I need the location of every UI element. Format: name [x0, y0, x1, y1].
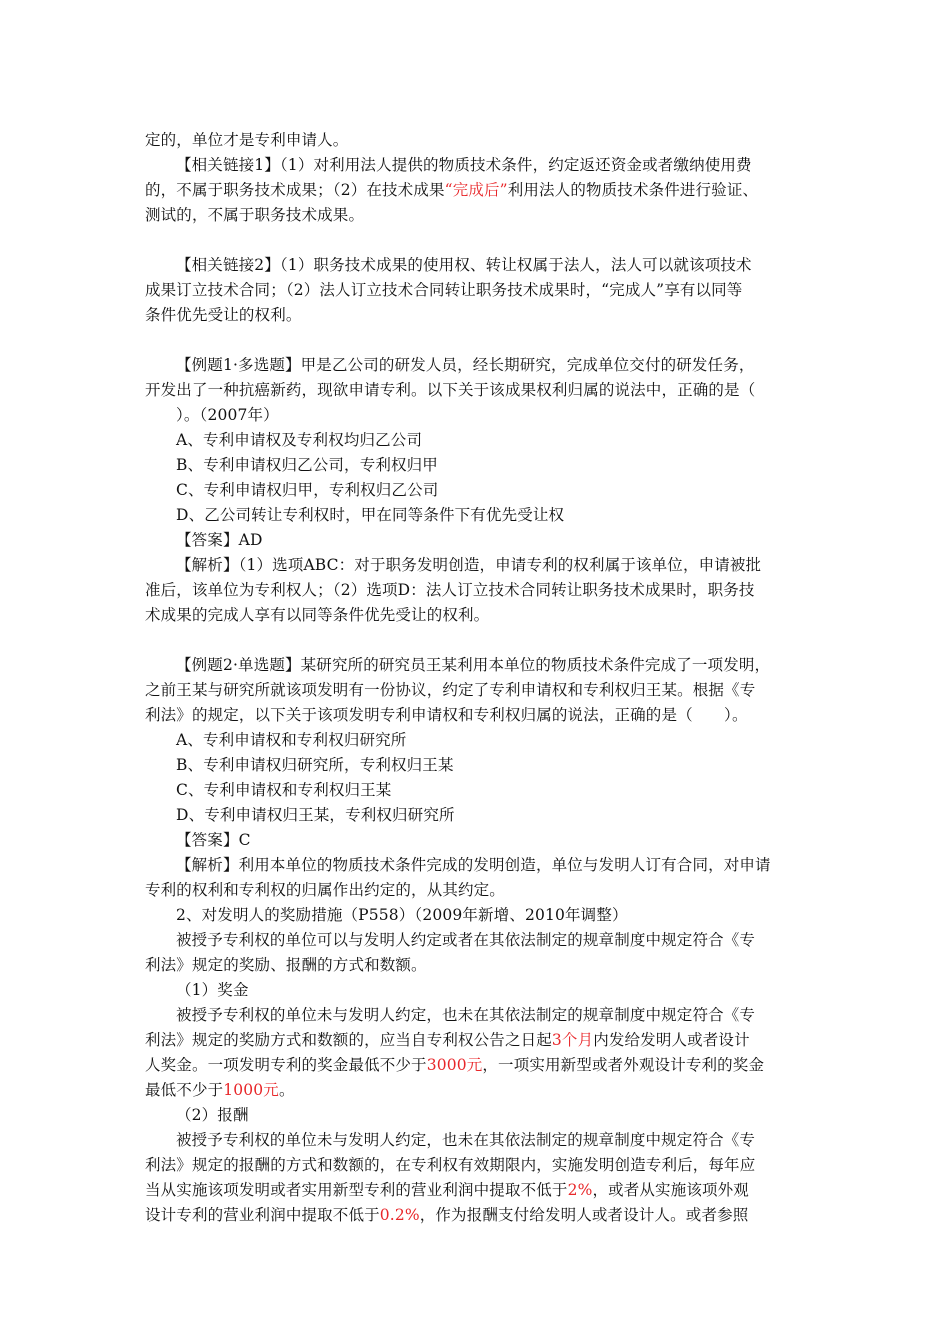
- line-text: 【例题1·多选题】甲是乙公司的研发人员，经长期研究，完成单位交付的研发任务，: [176, 356, 755, 374]
- text-line: [145, 205, 364, 225]
- line-text-continued: 。: [278, 1081, 295, 1099]
- text-line: [145, 1030, 750, 1050]
- text-line: [176, 555, 761, 575]
- line-text: A、专利申请权和专利权归研究所: [176, 731, 407, 749]
- line-text: 利法》的规定，以下关于该项发明专利申请权和专利权归属的说法，正确的是（ ）。: [145, 706, 748, 724]
- line-text: 利法》规定的奖励、报酬的方式和数额。: [145, 956, 427, 974]
- line-text-continued: 利用法人的物质技术条件进行验证、: [507, 181, 759, 199]
- line-text: 【相关链接1】（1）对利用法人提供的物质技术条件，约定返还资金或者缴纳使用费: [176, 156, 752, 174]
- text-line: [176, 155, 752, 175]
- line-text: A、专利申请权及专利权均归乙公司: [176, 431, 423, 449]
- text-line: [176, 905, 628, 925]
- line-text: 利法》规定的奖励方式和数额的，应当自专利权公告之日起: [145, 1031, 552, 1049]
- line-text: 【解析】（1）选项ABC：对于职务发明创造，申请专利的权利属于该单位，申请被批: [176, 556, 762, 574]
- text-line: [176, 505, 564, 525]
- text-line: [145, 955, 427, 975]
- line-text: （2）报酬: [176, 1106, 249, 1124]
- text-line: [145, 130, 348, 150]
- text-line: [145, 1055, 764, 1075]
- text-line: [176, 730, 406, 750]
- line-text: 之前王某与研究所就该项发明有一份协议，约定了专利申请权和专利权归王某。根据《专: [145, 681, 756, 699]
- text-line: [176, 980, 249, 1000]
- text-line: [176, 480, 438, 500]
- line-text: D、专利申请权归王某，专利权归研究所: [176, 806, 455, 824]
- highlight-text: 0.2%: [379, 1206, 420, 1224]
- highlight-text: “完成后”: [444, 181, 508, 199]
- text-line: [176, 930, 755, 950]
- text-line: [145, 305, 302, 325]
- text-line: [176, 255, 752, 275]
- text-line: [176, 855, 771, 875]
- text-line: [176, 430, 422, 450]
- text-line: [176, 655, 770, 675]
- line-text: 专利的权利和专利权的归属作出约定的，从其约定。: [145, 881, 505, 899]
- line-text: 定的，单位才是专利申请人。: [145, 131, 349, 149]
- line-text: 条件优先受让的权利。: [145, 306, 302, 324]
- line-text-continued: ，或者从实施该项外观: [592, 1181, 749, 1199]
- highlight-text: 1000元: [223, 1081, 279, 1099]
- line-text: 当从实施该项发明或者实用新型专利的营业利润中提取不低于: [145, 1181, 568, 1199]
- line-text: 成果订立技术合同；（2）法人订立技术合同转让职务技术成果时，“完成人”享有以同等: [145, 281, 743, 299]
- text-line: [145, 680, 755, 700]
- line-text-continued: ，一项实用新型或者外观设计专利的奖金: [482, 1056, 765, 1074]
- line-text: 的，不属于职务技术成果；（2）在技术成果: [145, 181, 445, 199]
- text-line: [145, 380, 755, 400]
- line-text: 测试的，不属于职务技术成果。: [145, 206, 365, 224]
- line-text: 【例题2·单选题】某研究所的研究员王某利用本单位的物质技术条件完成了一项发明，: [176, 656, 771, 674]
- text-line: [145, 605, 489, 625]
- highlight-text: 3000元: [426, 1056, 483, 1074]
- line-text: D、乙公司转让专利权时，甲在同等条件下有优先受让权: [176, 506, 565, 524]
- line-text: 2、对发明人的奖励措施（P558）（2009年新增、2010年调整）: [176, 906, 628, 924]
- line-text-continued: ，作为报酬支付给发明人或者设计人。或者参照: [419, 1206, 749, 1224]
- highlight-text: 2%: [567, 1181, 593, 1199]
- text-line: [176, 455, 438, 475]
- line-text: ）。（2007年）: [176, 406, 279, 424]
- text-line: [176, 780, 391, 800]
- text-line: [145, 280, 742, 300]
- line-text-continued: 内发给发明人或者设计: [593, 1031, 750, 1049]
- line-text: 【解析】利用本单位的物质技术条件完成的发明创造，单位与发明人订有合同，对申请: [176, 856, 771, 874]
- text-line: [176, 355, 755, 375]
- line-text: 术成果的完成人享有以同等条件优先受让的权利。: [145, 606, 490, 624]
- text-line: [176, 1130, 755, 1150]
- text-line: [145, 580, 755, 600]
- line-text: （1）奖金: [176, 981, 249, 999]
- text-line: [176, 755, 454, 775]
- line-text: B、专利申请权归乙公司，专利权归甲: [176, 456, 438, 474]
- text-line: [145, 1205, 748, 1225]
- line-text: 人奖金。一项发明专利的奖金最低不少于: [145, 1056, 427, 1074]
- text-line: [176, 530, 263, 550]
- text-line: [176, 1105, 249, 1125]
- line-text: C、专利申请权和专利权归王某: [176, 781, 392, 799]
- text-line: [145, 1180, 749, 1200]
- text-line: [145, 880, 505, 900]
- line-text: 被授予专利权的单位未与发明人约定，也未在其依法制定的规章制度中规定符合《专: [176, 1131, 756, 1149]
- line-text: 【答案】C: [176, 831, 251, 849]
- line-text: C、专利申请权归甲，专利权归乙公司: [176, 481, 439, 499]
- text-line: [176, 405, 279, 425]
- line-text: 【相关链接2】（1）职务技术成果的使用权、转让权属于法人，法人可以就该项技术: [176, 256, 752, 274]
- text-line: [176, 1005, 755, 1025]
- highlight-text: 3个月: [551, 1031, 594, 1049]
- line-text: 开发出了一种抗癌新药，现欲申请专利。以下关于该成果权利归属的说法中，正确的是（: [145, 381, 756, 399]
- line-text: 【答案】AD: [176, 531, 263, 549]
- line-text: 利法》规定的报酬的方式和数额的，在专利权有效期限内，实施发明创造专利后，每年应: [145, 1156, 756, 1174]
- text-line: [176, 805, 455, 825]
- line-text: B、专利申请权归研究所，专利权归王某: [176, 756, 454, 774]
- line-text: 准后，该单位为专利权人；（2）选项D：法人订立技术合同转让职务技术成果时，职务技: [145, 581, 755, 599]
- line-text: 被授予专利权的单位可以与发明人约定或者在其依法制定的规章制度中规定符合《专: [176, 931, 756, 949]
- text-line: [145, 1155, 755, 1175]
- text-line: [145, 1080, 295, 1100]
- text-line: [145, 705, 748, 725]
- line-text: 最低不少于: [145, 1081, 224, 1099]
- text-line: [145, 180, 758, 200]
- line-text: 被授予专利权的单位未与发明人约定，也未在其依法制定的规章制度中规定符合《专: [176, 1006, 756, 1024]
- text-line: [176, 830, 251, 850]
- line-text: 设计专利的营业利润中提取不低于: [145, 1206, 380, 1224]
